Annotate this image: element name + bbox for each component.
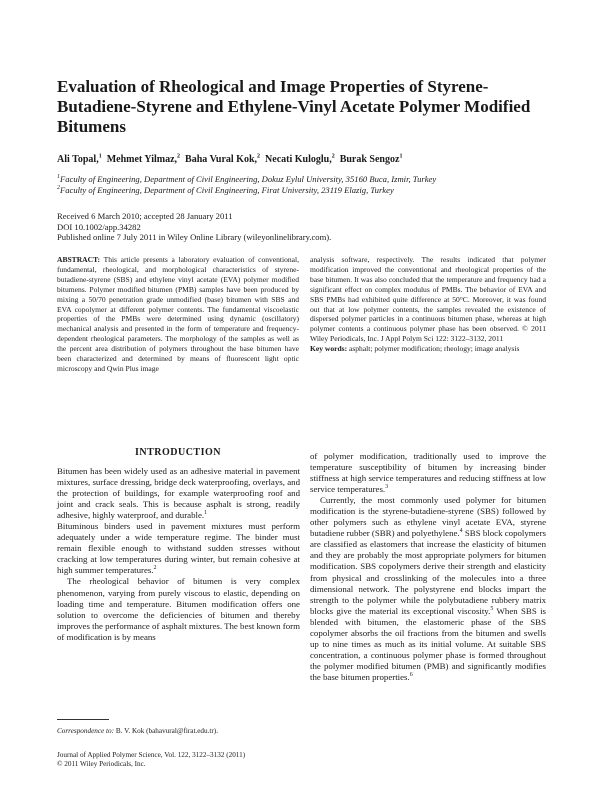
- abstract-right: [310, 255, 546, 354]
- author: Mehmet Yilmaz,$^2$: [106, 153, 181, 165]
- abstract-text: This article presents a laboratory evaluation of conventional, fundamental, rheological, and morphological characteristics of styrene-butadiene-styrene (SBS) and ethylene vinyl acetate (EVA) polymer modified bitumens. Polymer modified bitumen (PMB) samples have been produced by mixing a 50/70 penetration grade unmodified (base) bitumen with SBS and EVA copolymer at different polymer contents. The fundamental viscoelastic properties of the PMBs were determined using dynamic (oscillatory) mechanical analysis and presented in the form of temperature and frequency-dependent rheological parameters. The morphology of the samples as well as the percent area distribution of polymers throughout the base bitumen have been characterized and determined by means of fluorescent light optic microscopy and Qwin Plus image: [57, 255, 299, 373]
- doi: DOI 10.1002/app.34282: [57, 221, 141, 232]
- affiliation: $^2$Faculty of Engineering, Department of Civil Engineering, Firat University, 23119 Elazig, Turkey: [57, 185, 394, 195]
- received-date: Received 6 March 2010; accepted 28 January 2011: [57, 211, 233, 221]
- author: Necati Kuloglu,$^2$: [265, 153, 335, 165]
- journal-info: [57, 751, 317, 770]
- paragraph: Bitumen has been widely used as an adhesive material in pavement mixtures, surface dressing, bridge deck waterproofing, overlays, and the protection of buildings, for example waterproofing roof and joint and crack seals. This is because asphalt is strong, readily adhesive, highly waterproof, and durable.$^1$: [57, 466, 300, 521]
- author-list: [57, 154, 557, 165]
- author: Ali Topal,$^1$: [57, 153, 102, 165]
- journal-citation: Journal of Applied Polymer Science, Vol. 122, 3122–3132 (2011): [57, 751, 246, 759]
- author: Burak Sengoz$^1$: [339, 153, 403, 165]
- footnote-divider: [57, 719, 109, 720]
- body-right-column: [310, 451, 546, 683]
- published-date: Published online 7 July 2011 in Wiley Online Library (wileyonlinelibrary.com).: [57, 232, 332, 242]
- abstract-text-cont: analysis software, respectively. The results indicated that polymer modification improved the conventional and rheological properties of the base bitumen. It was also concluded that the temperature and frequency had a significant effect on complex modulus of PMBs. The behavior of EVA and SBS PMBs had exhibited quite difference at 50°C. Moreover, it was found out that at low polymer contents, the samples revealed the existence of dispersed polymer particles in a continuous bitumen phase, whereas at high polymer contents a continuous polymer phase has been observed. © 2011 Wiley Periodicals, Inc. J Appl Polym Sci 122: 3122–3132, 2011: [310, 255, 546, 344]
- abstract-left: [57, 255, 299, 374]
- affiliation: $^1$Faculty of Engineering, Department of Civil Engineering, Dokuz Eylul University, 35160 Buca, Izmir, Turkey: [57, 174, 437, 184]
- paragraph: Bituminous binders used in pavement mixtures must perform adequately under a wide temperature regime. The binder must remain flexible enough to withstand sudden stresses without cracking at low temperatures during winter, but remain cohesive at high summer temperatures.$^2$: [57, 521, 300, 576]
- paragraph: Currently, the most commonly used polymer for bitumen modification is the styrene-butadiene-styrene (SBS) followed by other polymers such as ethylene vinyl acetate EVA, styrene butadiene rubber (SBR) and polyethylene.$^4$ SBS block copolymers are classified as elastomers that increase the elasticity of bitumen and they are probably the most appropriate polymers for bitumen modification. SBS copolymers derive their strength and elasticity from physical and crosslinking of the molecules into a three dimensional network. The polystyrene end blocks impart the strength to the polymer while the polybutadiene rubbery matrix blocks give the material its exceptional viscosity.$^5$ When SBS is blended with bitumen, the elastomeric phase of the SBS copolymer absorbs the oil fractions from the bitumen and swells up to nine times as much as its initial volume. At suitable SBS concentration, a continuous polymer phase is formed throughout the polymer modified bitumen (PMB) and significantly modifies the base bitumen properties.$^6$: [310, 495, 546, 682]
- author: Baha Vural Kok,$^2$: [185, 153, 261, 165]
- copyright: © 2011 Wiley Periodicals, Inc.: [57, 760, 146, 769]
- keywords: Key words: asphalt; polymer modification; rheology; image analysis: [310, 344, 520, 354]
- body-left-column: [57, 466, 300, 643]
- correspondence: Correspondence to: B. V. Kok (bahavural@firat.edu.tr).: [57, 727, 218, 735]
- article-dates: [57, 211, 457, 243]
- paragraph: The rheological behavior of bitumen is very complex phenomenon, varying from purely viscous to elastic, depending on loading time and temperature. Bitumen modification offers one solution to overcome the deficiencies of bitumen and thereby improves the performance of asphalt mixtures. The best known form of modification is by means: [57, 576, 300, 642]
- paper-title: Evaluation of Rheological and Image Properties of Styrene-Butadiene-Styrene and Ethylene-Vinyl Acetate Polymer Modified Bitumens: [57, 77, 531, 136]
- abstract-label: ABSTRACT:: [57, 255, 101, 264]
- section-heading: INTRODUCTION: [134, 447, 221, 458]
- paragraph: of polymer modification, traditionally used to improve the temperature susceptibility of bitumen by increasing binder stiffness at high service temperatures and reducing stiffness at low service temperatures.$^3$: [310, 451, 546, 495]
